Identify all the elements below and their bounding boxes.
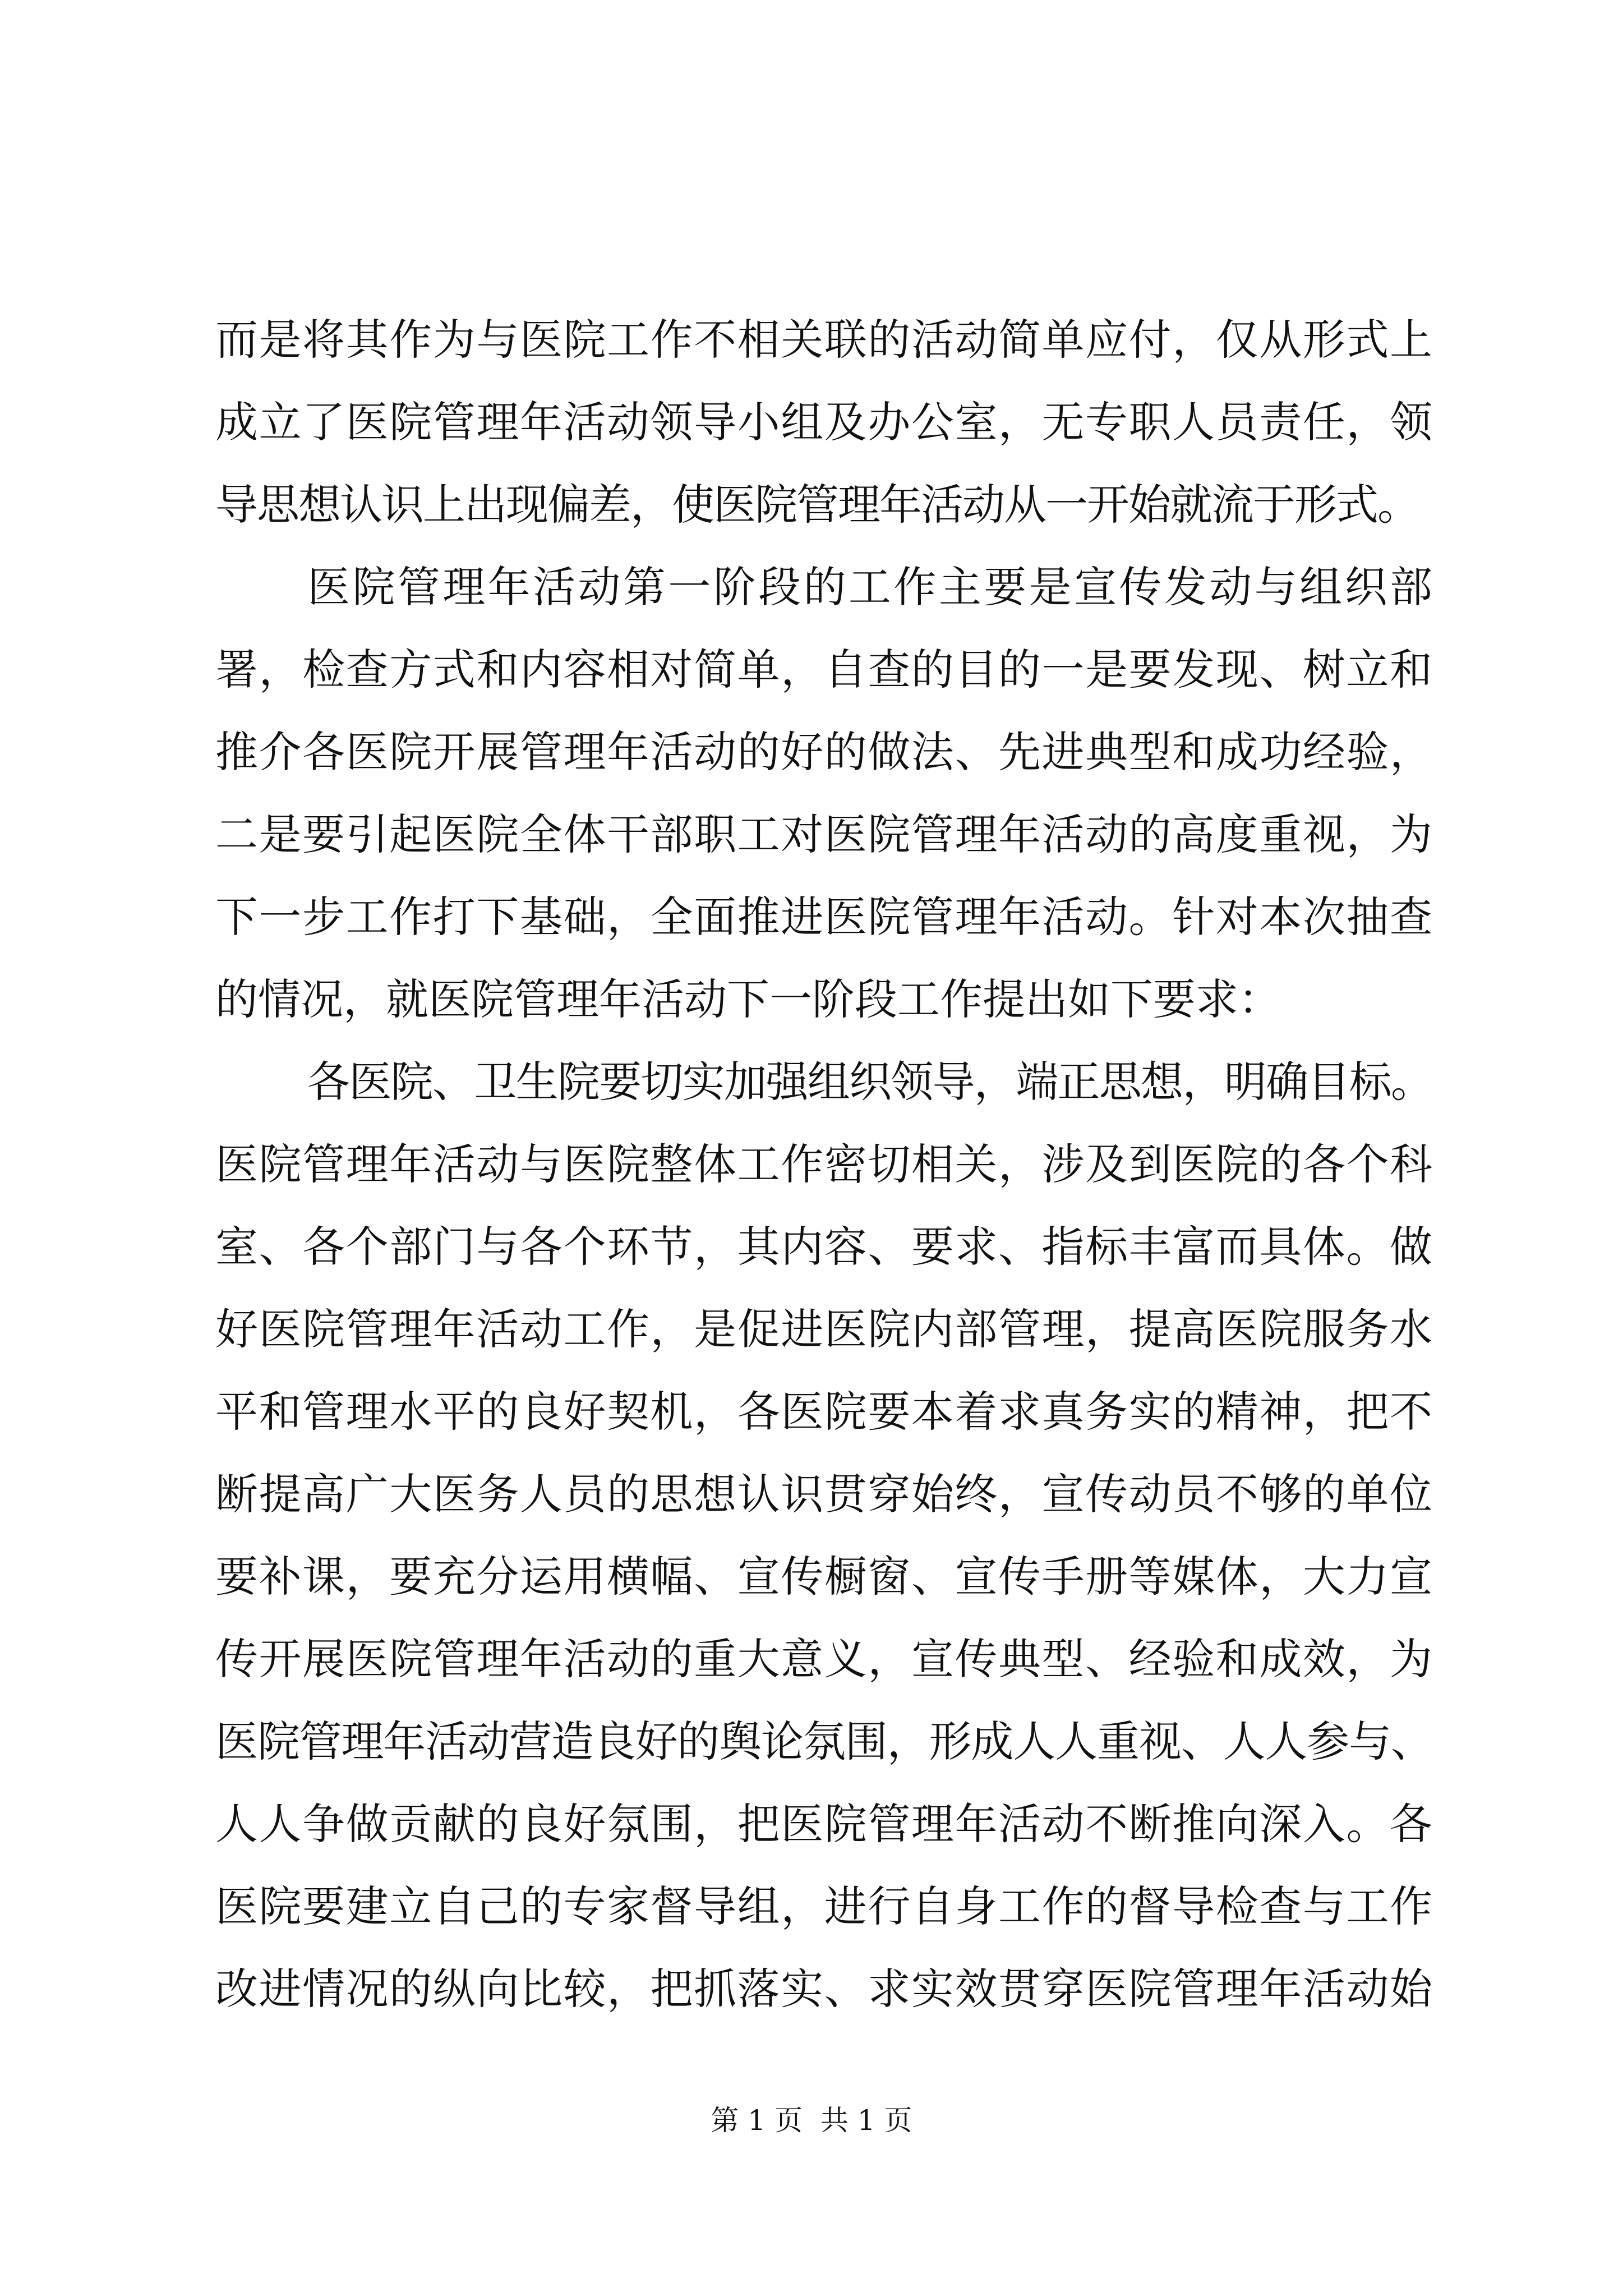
- text-line: 推介各医院开展管理年活动的好的做法、先进典型和成功经验，: [215, 727, 1432, 777]
- page-footer: 第 1 页 共 1 页: [711, 2104, 912, 2137]
- text-line: 改进情况的纵向比较，把抓落实、求实效贯穿医院管理年活动始: [215, 1964, 1432, 2014]
- text-line: 断提高广大医务人员的思想认识贯穿始终，宣传动员不够的单位: [215, 1469, 1432, 1519]
- text-line: 医院管理年活动营造良好的舆论氛围，形成人人重视、人人参与、: [215, 1717, 1432, 1766]
- text-line: 要补课，要充分运用横幅、宣传橱窗、宣传手册等媒体，大力宣: [215, 1552, 1432, 1602]
- text-line: 医院管理年活动与医院整体工作密切相关，涉及到医院的各个科: [215, 1139, 1432, 1189]
- paragraph-1: [215, 298, 1432, 546]
- text-line: 的情况，就医院管理年活动下一阶段工作提出如下要求：: [215, 974, 1281, 1024]
- text-line: 平和管理水平的良好契机，各医院要本着求真务实的精神，把不: [215, 1387, 1432, 1437]
- text-line: 导思想认识上出现偏差，使医院管理年活动从一开始就流于形式。: [215, 480, 1419, 530]
- paragraph-3: [215, 1041, 1432, 2030]
- text-line: 署，检查方式和内容相对简单，自查的目的一是要发现、树立和: [215, 645, 1432, 694]
- text-line: 下一步工作打下基础，全面推进医院管理年活动。针对本次抽查: [215, 892, 1432, 942]
- text-line: 传开展医院管理年活动的重大意义，宣传典型、经验和成效，为: [215, 1634, 1432, 1684]
- paragraph-2: [215, 546, 1432, 1041]
- text-line: 医院管理年活动第一阶段的工作主要是宣传发动与组织部: [307, 562, 1432, 612]
- text-line: 医院要建立自己的专家督导组，进行自身工作的督导检查与工作: [215, 1881, 1432, 1931]
- document-body: [215, 298, 1432, 2030]
- text-line: 而是将其作为与医院工作不相关联的活动简单应付，仅从形式上: [215, 315, 1432, 365]
- text-line: 二是要引起医院全体干部职工对医院管理年活动的高度重视，为: [215, 809, 1432, 859]
- text-line: 成立了医院管理年活动领导小组及办公室，无专职人员责任，领: [215, 397, 1432, 447]
- text-line: 各医院、卫生院要切实加强组织领导，端正思想，明确目标。: [307, 1057, 1432, 1107]
- text-line: 室、各个部门与各个环节，其内容、要求、指标丰富而具体。做: [215, 1222, 1432, 1272]
- text-line: 人人争做贡献的良好氛围，把医院管理年活动不断推向深入。各: [215, 1799, 1432, 1849]
- text-line: 好医院管理年活动工作，是促进医院内部管理，提高医院服务水: [215, 1304, 1432, 1354]
